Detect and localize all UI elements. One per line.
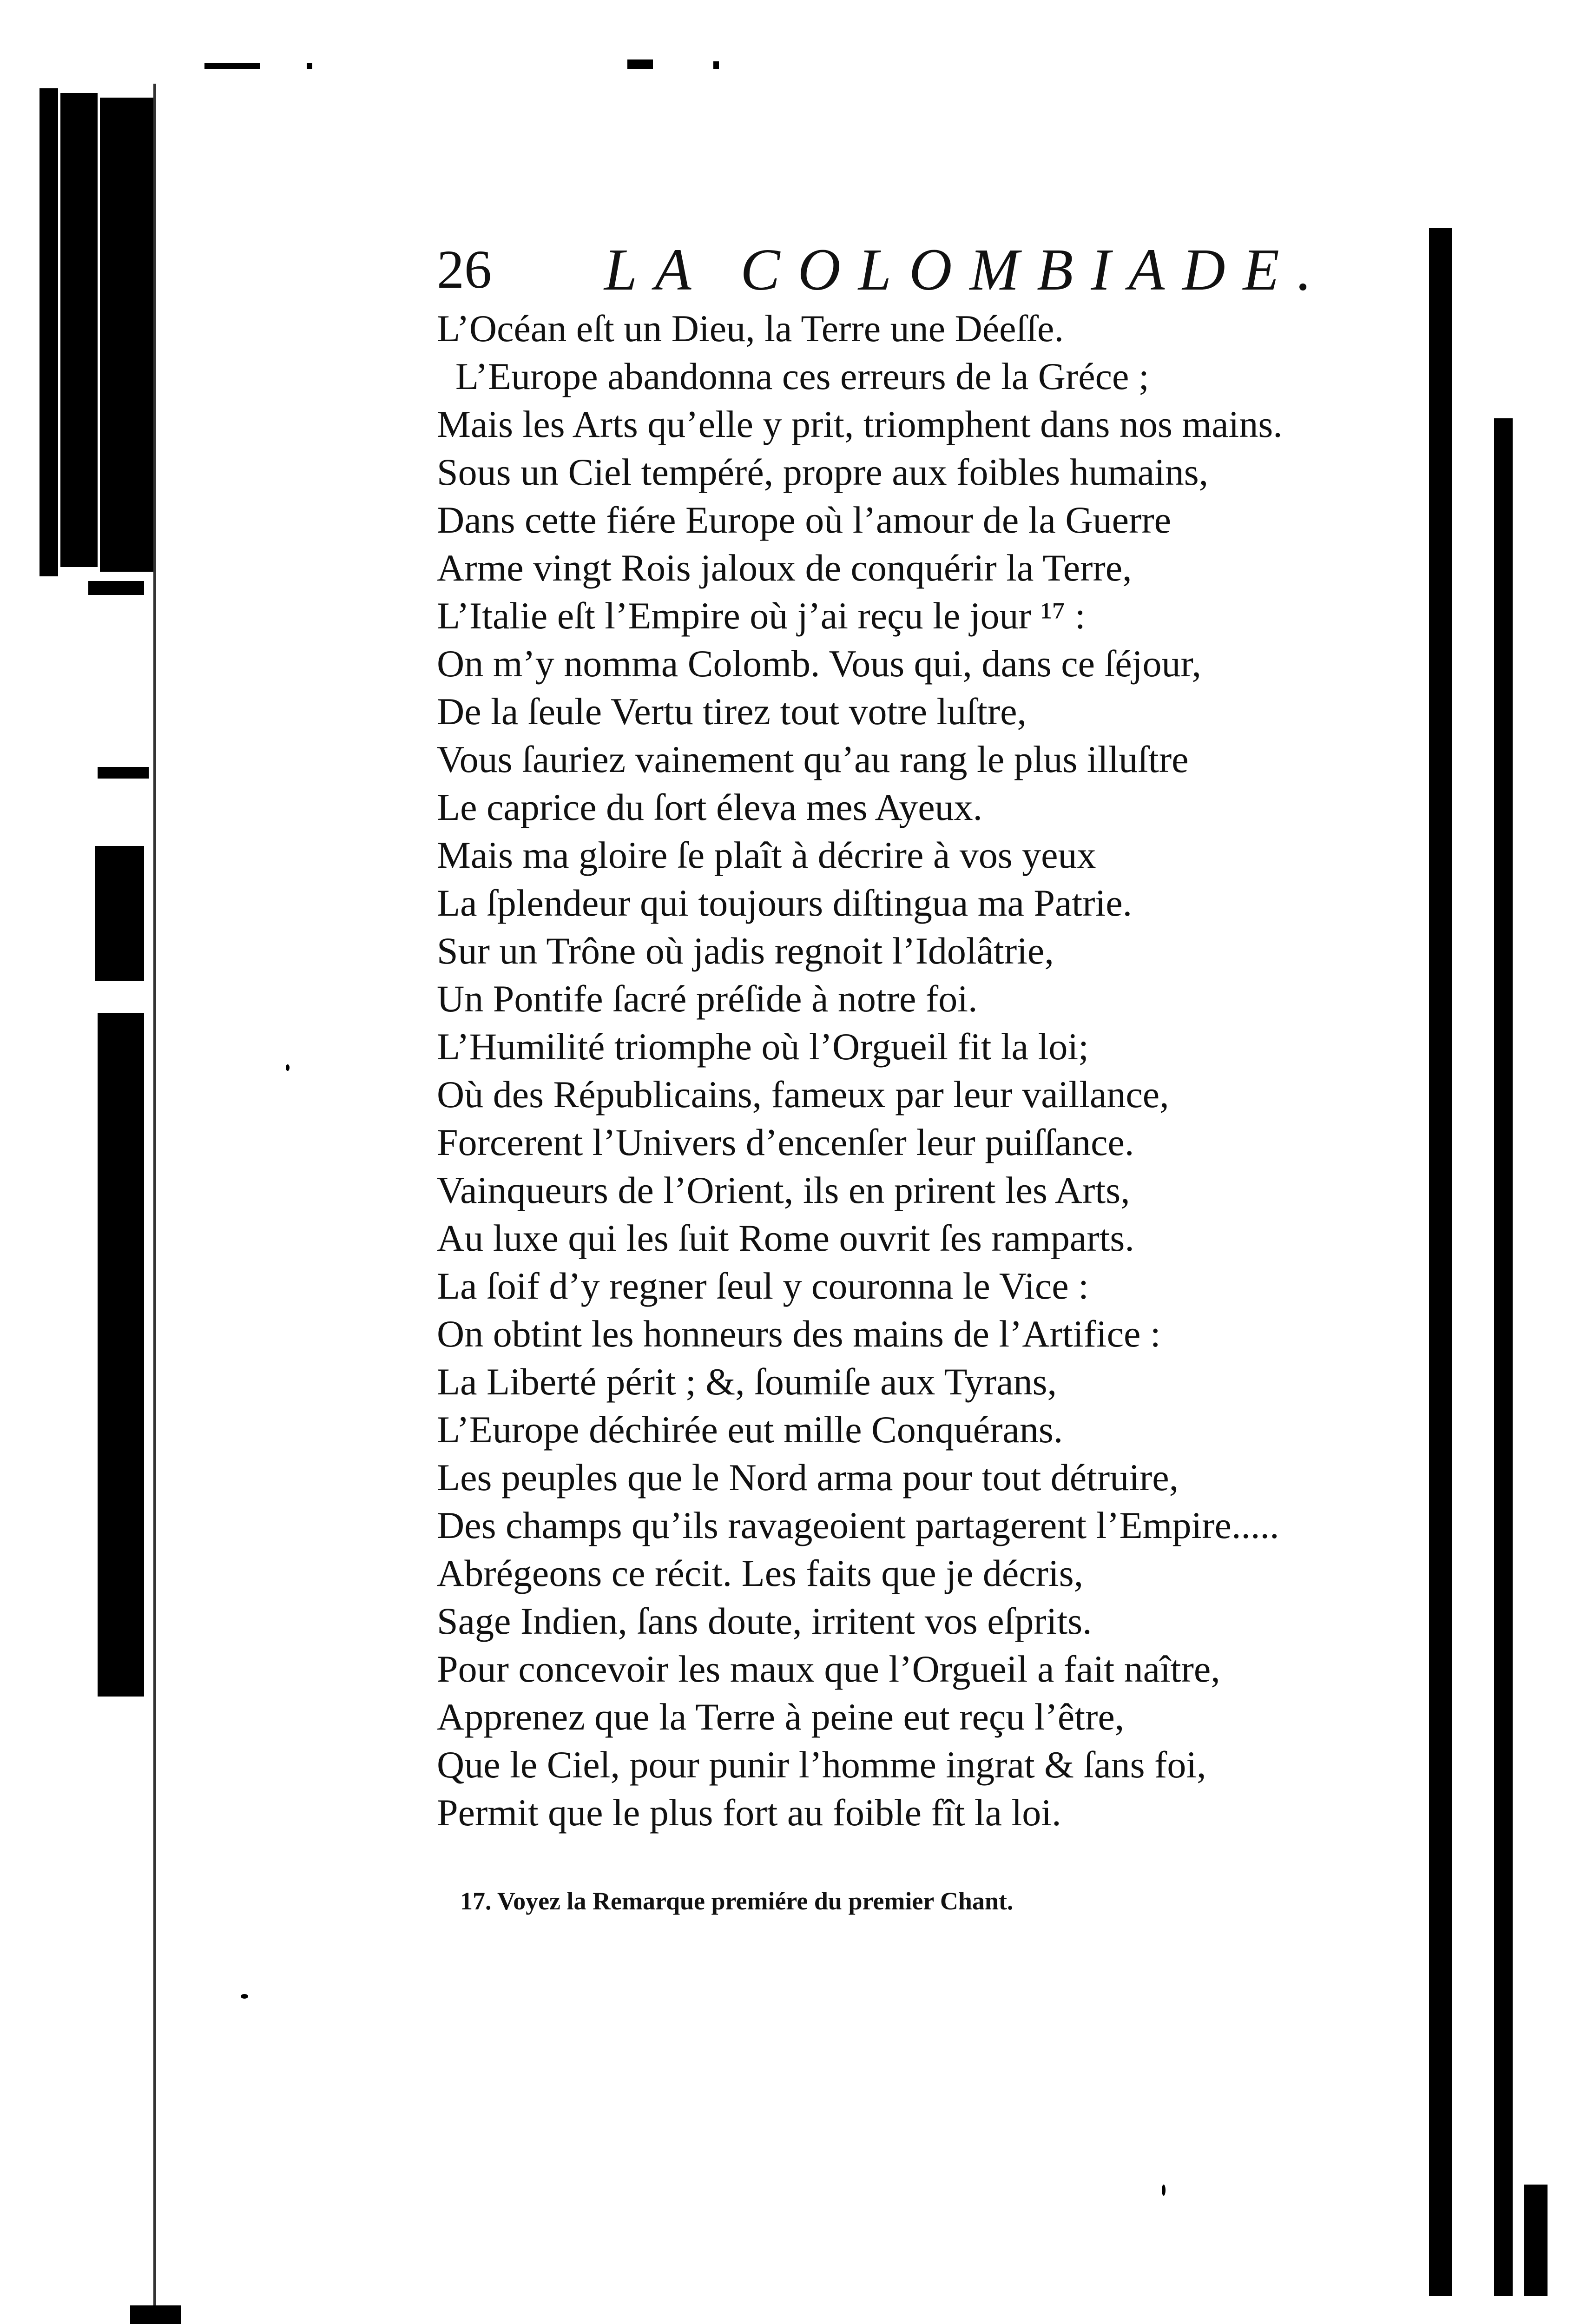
verse-line: Sur un Trône où jadis regnoit l’Idolâtrie, <box>437 930 1054 972</box>
verse-line: L’Océan eſt un Dieu, la Terre une Déeſſe. <box>437 307 1064 350</box>
verse-line: Au luxe qui les ſuit Rome ouvrit ſes ramparts. <box>437 1217 1134 1259</box>
verse-line: La ſplendeur qui toujours diſtingua ma Patrie. <box>437 882 1133 924</box>
verse-line: Pour concevoir les maux que l’Orgueil a fait naître, <box>437 1648 1220 1690</box>
binding-shadow-left <box>88 581 144 595</box>
verse-line: Vainqueurs de l’Orient, ils en prirent les Arts, <box>437 1169 1130 1211</box>
verse-line: Arme vingt Rois jaloux de conquérir la Terre, <box>437 547 1132 589</box>
binding-shadow-left <box>60 93 98 567</box>
binding-shadow-left <box>98 1408 144 1697</box>
scan-mark-top <box>713 61 719 69</box>
binding-shadow-left <box>40 88 58 576</box>
verse-line: Dans cette fiére Europe où l’amour de la Guerre <box>437 499 1172 541</box>
footnote: 17. Voyez la Remarque premiére du premier Chant. <box>460 1887 1014 1915</box>
verse-line: L’Humilité triomphe où l’Orgueil fit la loi; <box>437 1025 1089 1068</box>
scan-mark-top <box>307 63 312 69</box>
verse-line: Que le Ciel, pour punir l’homme ingrat & ſans foi, <box>437 1743 1206 1786</box>
verse-line: De la ſeule Vertu tirez tout votre luſtre, <box>437 690 1027 733</box>
verse-line: Abrégeons ce récit. Les faits que je décris, <box>437 1552 1084 1594</box>
verse-text <box>437 304 1436 1836</box>
verse-line: Forcerent l’Univers d’encenſer leur puiſſance. <box>437 1121 1134 1163</box>
verse-line: Mais ma gloire ſe plaît à décrire à vos yeux <box>437 834 1096 876</box>
verse-line: Vous ſauriez vainement qu’au rang le plus illuſtre <box>437 738 1189 780</box>
verse-line: Permit que le plus fort au foible fît la loi. <box>437 1791 1061 1834</box>
binding-shadow-left <box>130 2305 181 2324</box>
verse-line: Le caprice du ſort éleva mes Ayeux. <box>437 786 983 828</box>
binding-shadow-right <box>1524 2185 1548 2296</box>
verse-line: On obtint les honneurs des mains de l’Artifice : <box>437 1313 1161 1355</box>
dust-speck <box>241 1994 248 1999</box>
verse-line: On m’y nomma Colomb. Vous qui, dans ce ſéjour, <box>437 642 1201 685</box>
running-header <box>437 232 1366 307</box>
verse-line: Sous un Ciel tempéré, propre aux foibles humains, <box>437 451 1209 493</box>
dust-speck <box>286 1064 290 1071</box>
page-number: 26 <box>437 239 492 300</box>
verse-line: Les peuples que le Nord arma pour tout détruire, <box>437 1456 1179 1499</box>
running-title: LA COLOMBIADE. <box>604 237 1330 303</box>
verse-line: Mais les Arts qu’elle y prit, triomphent dans nos mains. <box>437 403 1283 445</box>
verse-line: Où des Républicains, fameux par leur vaillance, <box>437 1073 1169 1116</box>
binding-shadow-right <box>1494 418 1513 2296</box>
scan-mark-top <box>204 63 260 69</box>
scan-mark-top <box>627 59 653 69</box>
dust-speck <box>1162 2185 1166 2196</box>
verse-line: L’Europe abandonna ces erreurs de la Gréce ; <box>455 355 1149 397</box>
verse-line: La Liberté périt ; &, ſoumiſe aux Tyrans, <box>437 1360 1057 1403</box>
verse-line: Des champs qu’ils ravageoient partagerent l’Empire..... <box>437 1504 1279 1546</box>
verse-line: Apprenez que la Terre à peine eut reçu l’être, <box>437 1696 1125 1738</box>
binding-shadow-left <box>98 1013 144 1422</box>
verse-line: Sage Indien, ſans doute, irritent vos eſprits. <box>437 1600 1092 1642</box>
binding-shadow-left <box>100 98 156 572</box>
verse-line: Un Pontife ſacré préſide à notre foi. <box>437 977 978 1020</box>
verse-line: L’Europe déchirée eut mille Conquérans. <box>437 1408 1063 1451</box>
verse-line: L’Italie eſt l’Empire où j’ai reçu le jour ¹⁷ : <box>437 594 1086 637</box>
binding-shadow-left <box>95 846 144 981</box>
page-edge-left <box>153 84 156 2324</box>
verse-line: La ſoif d’y regner ſeul y couronna le Vice : <box>437 1265 1089 1307</box>
binding-shadow-left <box>98 767 149 779</box>
